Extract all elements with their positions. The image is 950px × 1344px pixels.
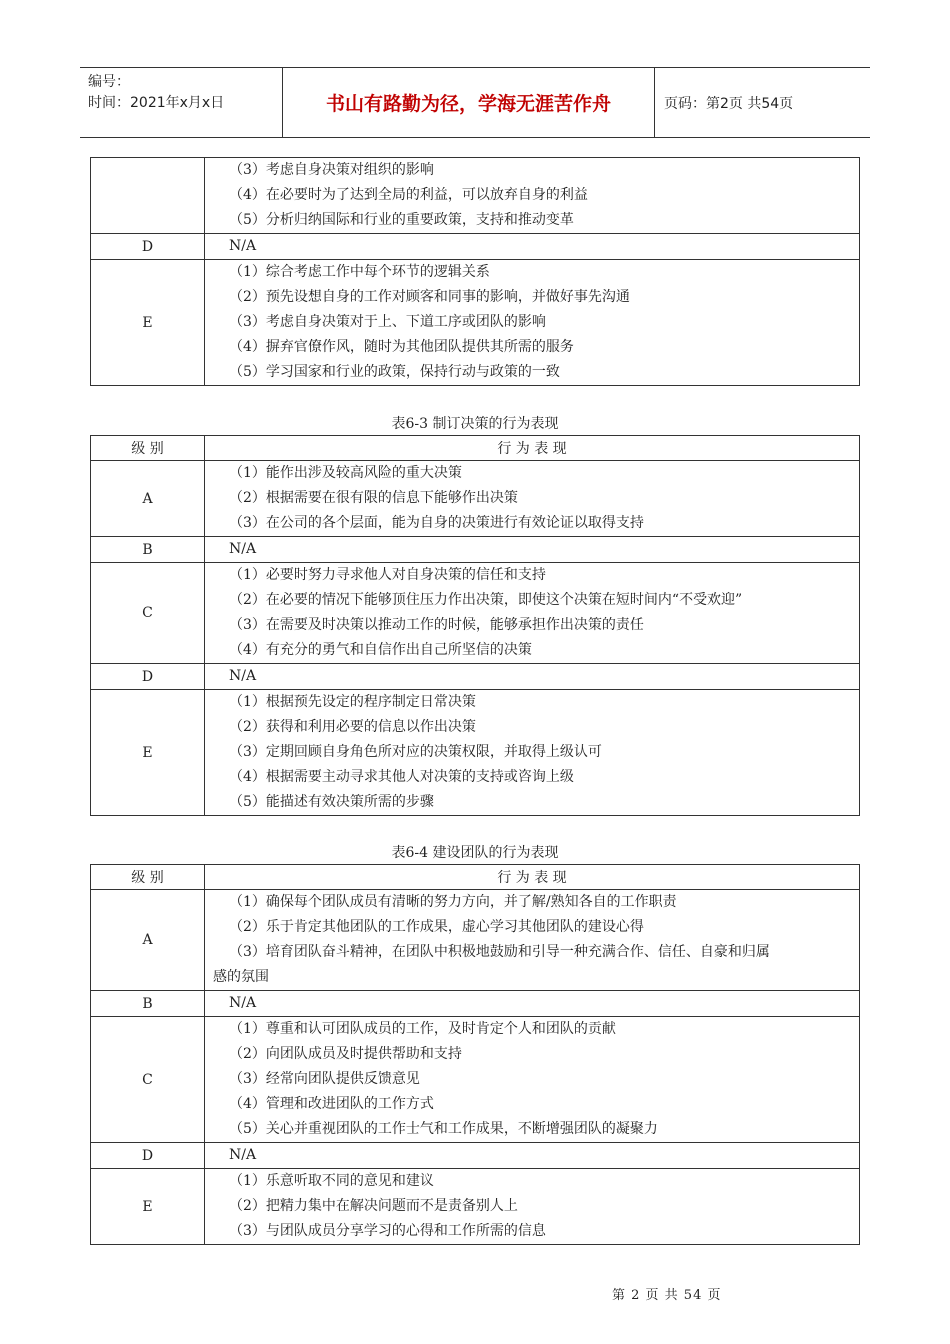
table-continuation [90,157,860,386]
page-footer: 第 2 页 共 54 页 [612,1288,722,1303]
behavior-item: （2）获得和利用必要的信息以作出决策 [229,719,476,735]
behavior-item: （3）培育团队奋斗精神，在团队中积极地鼓励和引导一种充满合作、信任、自豪和归属 [229,944,770,960]
level-cell: D [91,664,205,690]
behavior-item: （1）根据预先设定的程序制定日常决策 [229,694,476,710]
behavior-cell [205,890,860,991]
level-cell: A [91,890,205,991]
level-cell: A [91,461,205,537]
table-row [91,234,860,260]
behavior-item: （3）定期回顾自身角色所对应的决策权限，并取得上级认可 [229,744,602,760]
column-header-level: 级 别 [91,865,205,890]
behavior-item: N/A [229,541,257,557]
behavior-cell [205,158,860,234]
behavior-item: （5）分析归纳国际和行业的重要政策，支持和推动变革 [229,212,574,228]
behavior-item: （3）在需要及时决策以推动工作的时候，能够承担作出决策的责任 [229,617,644,633]
behavior-item: （1）必要时努力寻求他人对自身决策的信任和支持 [229,567,546,583]
table-row [91,563,860,664]
behavior-item: （2）乐于肯定其他团队的工作成果，虚心学习其他团队的建设心得 [229,919,644,935]
behavior-item: （5）能描述有效决策所需的步骤 [229,794,434,810]
table-row [91,260,860,386]
column-header-behavior: 行 为 表 现 [205,436,860,461]
behavior-item: N/A [229,995,257,1011]
behavior-cell [205,690,860,816]
behavior-item: （4）根据需要主动寻求其他人对决策的支持或咨询上级 [229,769,574,785]
header-motto: 书山有路勤为径，学海无涯苦作舟 [283,68,655,137]
behavior-item: （3）考虑自身决策对于上、下道工序或团队的影响 [229,314,546,330]
table-row [91,664,860,690]
behavior-cell [205,1143,860,1169]
table-row [91,158,860,234]
header-meta [80,68,283,137]
level-cell: B [91,537,205,563]
table-header-row [91,865,860,890]
behavior-item: （2）根据需要在很有限的信息下能够作出决策 [229,490,518,506]
behavior-item: （1）确保每个团队成员有清晰的努力方向，并了解/熟知各自的工作职责 [229,894,677,910]
level-cell [91,158,205,234]
level-cell: E [91,690,205,816]
behavior-cell [205,1017,860,1143]
table-row [91,537,860,563]
level-cell: D [91,1143,205,1169]
page-header [80,67,870,138]
behavior-item: （1）综合考虑工作中每个环节的逻辑关系 [229,264,490,280]
behavior-cell [205,260,860,386]
level-cell: E [91,260,205,386]
behavior-item: （3）在公司的各个层面，能为自身的决策进行有效论证以取得支持 [229,515,644,531]
behavior-item: （1）尊重和认可团队成员的工作，及时肯定个人和团队的贡献 [229,1021,616,1037]
table-row [91,690,860,816]
behavior-item: （4）在必要时为了达到全局的利益，可以放弃自身的利益 [229,187,588,203]
behavior-item: N/A [229,1147,257,1163]
table-row [91,1169,860,1245]
behavior-item: （2）把精力集中在解决问题而不是责备别人上 [229,1198,518,1214]
behavior-cell [205,664,860,690]
behavior-item: 感的氛围 [213,969,269,985]
level-cell: C [91,1017,205,1143]
behavior-cell [205,991,860,1017]
table-body [91,865,860,1245]
table-row [91,991,860,1017]
behavior-item: （3）与团队成员分享学习的心得和工作所需的信息 [229,1223,546,1239]
table-team-building [90,864,860,1245]
level-cell: C [91,563,205,664]
behavior-cell [205,537,860,563]
table-caption-6-4: 表6-4 建设团队的行为表现 [391,845,559,861]
table-row [91,1017,860,1143]
number-label: 编号： [88,74,130,90]
time-label: 时间：2021年x月x日 [88,95,225,111]
behavior-item: （3）经常向团队提供反馈意见 [229,1071,420,1087]
behavior-item: （2）在必要的情况下能够顶住压力作出决策，即使这个决策在短时间内“不受欢迎” [229,592,743,608]
level-cell: B [91,991,205,1017]
column-header-behavior: 行 为 表 现 [205,865,860,890]
table-header-row [91,436,860,461]
header-page-label: 页码：第2页 共54页 [664,95,794,112]
table-body [91,158,860,386]
behavior-item: N/A [229,668,257,684]
behavior-item: （1）乐意听取不同的意见和建议 [229,1173,434,1189]
level-cell: E [91,1169,205,1245]
behavior-item: （2）向团队成员及时提供帮助和支持 [229,1046,462,1062]
behavior-item: （4）摒弃官僚作风，随时为其他团队提供其所需的服务 [229,339,574,355]
behavior-item: （5）学习国家和行业的政策，保持行动与政策的一致 [229,364,560,380]
behavior-item: （5）关心并重视团队的工作士气和工作成果，不断增强团队的凝聚力 [229,1121,658,1137]
table-caption-6-3: 表6-3 制订决策的行为表现 [391,416,559,432]
behavior-item: （1）能作出涉及较高风险的重大决策 [229,465,462,481]
table-row [91,461,860,537]
table-row [91,890,860,991]
table-decision-making [90,435,860,816]
table-row [91,1143,860,1169]
behavior-cell [205,234,860,260]
column-header-level: 级 别 [91,436,205,461]
behavior-item: （3）考虑自身决策对组织的影响 [229,162,434,178]
behavior-cell [205,461,860,537]
behavior-item: （4）有充分的勇气和自信作出自己所坚信的决策 [229,642,532,658]
behavior-cell [205,563,860,664]
behavior-item: （4）管理和改进团队的工作方式 [229,1096,434,1112]
behavior-item: N/A [229,238,257,254]
table-body [91,436,860,816]
behavior-cell [205,1169,860,1245]
behavior-item: （2）预先设想自身的工作对顾客和同事的影响，并做好事先沟通 [229,289,630,305]
level-cell: D [91,234,205,260]
